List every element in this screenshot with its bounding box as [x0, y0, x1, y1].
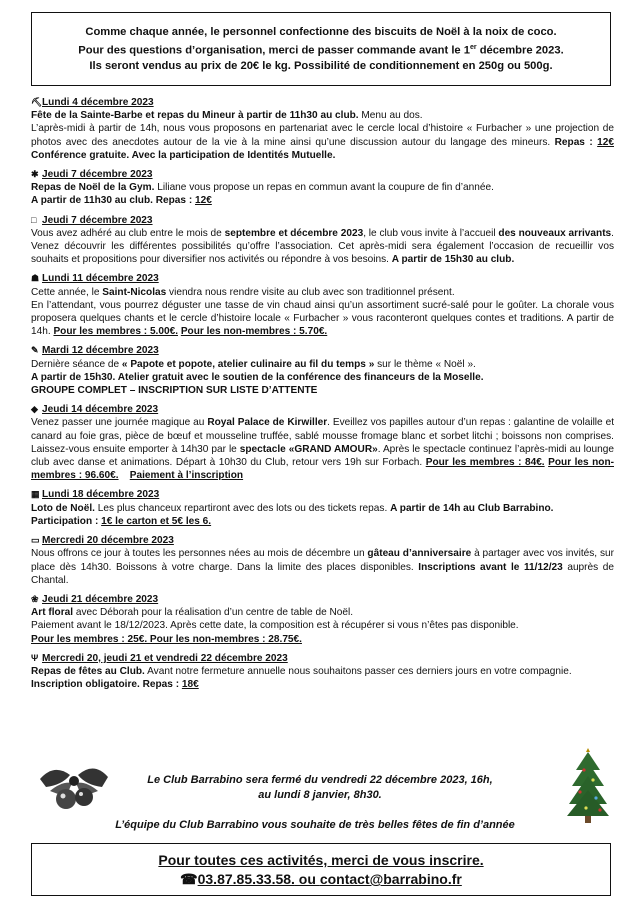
activity-date — [31, 96, 614, 109]
activity-payment-note: Paiement à l’inscription — [129, 470, 244, 482]
activity-text: Nous offrons ce jour à toutes les personnes nées au mois de décembre un — [31, 548, 368, 560]
activity-price: 1€ le carton et 5€ les 6. — [101, 515, 212, 527]
activity-price: 12€ — [597, 136, 614, 148]
activity-price: Pour les membres : 25€. Pour les non-membres : 28.75€. — [31, 633, 302, 645]
activity-description — [31, 227, 614, 267]
lotto-icon: ▦ — [31, 489, 40, 500]
activity-line — [31, 286, 614, 299]
christmas-tree-illustration — [566, 746, 610, 824]
activity-line — [31, 633, 614, 646]
activity-price: 12€ — [194, 195, 212, 207]
activity-line — [31, 606, 614, 619]
activity-text: Cette année, le — [31, 286, 103, 298]
activity-price: 18€ — [181, 679, 199, 691]
activity-date-text: Lundi 4 décembre 2023 — [42, 97, 154, 108]
cutlery-icon: Ψ — [31, 652, 39, 663]
activity-highlight: A partir de 15h30. Atelier gratuit avec le soutien de la conférence des financeurs de la Moselle. — [31, 371, 484, 383]
activity-date — [31, 344, 614, 357]
activity-description — [31, 665, 614, 691]
activity-date — [31, 168, 614, 181]
activity-highlight: A partir de 15h30 au club. — [391, 254, 515, 266]
activity-highlight: Repas : — [554, 136, 598, 148]
header-notice-box — [31, 12, 611, 86]
gym-figure-icon: ✱ — [31, 169, 39, 180]
activity-line — [31, 194, 614, 207]
activity-highlight: Repas de fêtes au Club. — [31, 665, 145, 677]
activity-line — [31, 619, 614, 632]
activity-date-text: Mercredi 20, jeudi 21 et vendredi 22 décembre 2023 — [42, 652, 288, 664]
activity-description — [31, 547, 614, 587]
activity-date-text: Jeudi 14 décembre 2023 — [42, 404, 159, 416]
activity-date — [31, 593, 614, 606]
activity-text: Paiement avant le 18/12/2023. Après cette date, la composition est à récupérer si vous n’êtes pas disponible. — [31, 620, 519, 632]
activity-highlight: Royal Palace de Kirwiller — [207, 417, 328, 429]
activity-highlight: septembre et décembre 2023 — [224, 227, 364, 239]
flower-icon: ❀ — [31, 593, 39, 604]
activity-text: . Venez découvrir les différentes possibilités qu’offre l’association. Cet après-midi sera également l’occasion de recueillir vos souhaits et propositions pour diversifier nos activités ou répondre à vos besoins. — [31, 227, 614, 266]
activity-description — [31, 416, 614, 482]
footer-separator: ou — [294, 871, 320, 887]
activity-line — [31, 109, 614, 122]
activity-text: à partager avec vos invités, sur place dès 14h30. Boissons à votre charge. Dans la limite des places disponibles. — [31, 548, 614, 573]
cake-icon: ▭ — [31, 535, 40, 546]
activity-line — [31, 502, 614, 515]
header-line-2-text: Pour des questions d’organisation, merci de passer commande avant le 1 — [78, 44, 470, 57]
activity-price: Pour les non-membres : 96.60€. — [31, 457, 614, 482]
activity-date-text: Lundi 18 décembre 2023 — [42, 489, 160, 501]
activity-highlight: Inscriptions avant le 11/12/23 — [418, 561, 563, 573]
activity-date — [31, 488, 614, 501]
email-link[interactable]: contact@barrabino.fr — [319, 871, 462, 887]
activity-text: sur le thème « Noël ». — [374, 358, 476, 370]
season-greeting: L’équipe du Club Barrabino vous souhaite de très belles fêtes de fin d’année — [115, 819, 515, 831]
activity-highlight: Art floral — [31, 607, 74, 619]
activity-highlight: « Papote et popote, atelier culinaire au fil du temps » — [121, 358, 375, 370]
activity-line — [31, 371, 614, 384]
activity-price: Pour les non-membres : 5.70€. — [180, 326, 328, 338]
closing-notice — [80, 773, 560, 803]
activity-text: L’après-midi à partir de 14h, nous vous proposons en partenariat avec le cercle local d’histoire « Furbacher » une projection de photos avec des anecdotes autour de la vie à la mine ainsi qu’une discussion autour du langage des mineurs. — [31, 123, 614, 148]
closing-line-1: Le Club Barrabino sera fermé du vendredi 22 décembre 2023, 16h, — [147, 774, 493, 786]
welcome-icon: □ — [31, 214, 37, 225]
activity-text: Vous avez adhéré au club entre le mois de — [31, 227, 225, 239]
cooking-icon: ✎ — [31, 345, 39, 356]
activity-date-text: Jeudi 7 décembre 2023 — [42, 169, 153, 181]
activity-entry — [31, 403, 614, 482]
activity-highlight: des nouveaux arrivants — [498, 227, 612, 239]
activity-text: Venez passer une journée magique au — [31, 417, 208, 429]
activity-price: Pour les membres : 84€. — [425, 457, 545, 469]
activity-date-text: Jeudi 21 décembre 2023 — [42, 593, 159, 605]
closing-line-2: au lundi 8 janvier, 8h30. — [258, 789, 382, 801]
activity-date — [31, 403, 614, 416]
activity-highlight: Conférence gratuite. Avec la participation de Identités Mutuelle. — [31, 149, 336, 161]
activity-highlight: spectacle «GRAND AMOUR» — [239, 443, 378, 455]
activity-entry — [31, 96, 614, 162]
activity-text: Avant notre fermeture annuelle nous souhaitons passer ces derniers jours en votre compagnie. — [144, 665, 572, 677]
activity-highlight: Repas de Noël de la Gym. — [31, 182, 155, 194]
activity-line — [31, 384, 614, 397]
activity-entry — [31, 488, 614, 528]
activity-highlight: gâteau d’anniversaire — [367, 548, 472, 560]
activity-description — [31, 299, 614, 339]
activity-date — [31, 652, 614, 665]
activity-text: . Après le spectacle continuez l’après-midi au lounge club avec danse et animations. Départ à 10h30 du Club, retour vers 19h sur Forbach. — [31, 443, 614, 469]
activity-list — [31, 96, 614, 697]
activity-text: Liliane vous propose un repas en commun avant la coupure de fin d’année. — [154, 182, 494, 194]
activity-entry — [31, 168, 614, 208]
activity-date — [31, 272, 614, 285]
footer-contact-line — [32, 870, 610, 889]
activity-text: auprès de Chantal. — [31, 561, 615, 586]
activity-highlight: Inscription obligatoire. Repas : — [31, 679, 182, 691]
activity-entry — [31, 534, 614, 587]
phone-icon: ☎ — [180, 871, 198, 887]
activity-text: Dernière séance de — [31, 358, 122, 370]
activity-highlight: A partir de 11h30 au club. Repas : — [31, 195, 195, 207]
activity-entry — [31, 652, 614, 692]
activity-text: En l’attendant, vous pourrez déguster une tasse de vin chaud ainsi qu’un assortiment sucré-salé pour le goûter. La chorale vous proposera quelques chants et le cercle d’histoire locale « Furbacher » vous raconteront quelques contes et traditions. A partir de 14h. — [31, 299, 614, 338]
activity-date-text: Lundi 11 décembre 2023 — [42, 273, 159, 285]
activity-description — [31, 122, 614, 162]
activity-line — [31, 515, 614, 528]
activity-entry — [31, 593, 614, 646]
header-line-3: Ils seront vendus au prix de 20€ le kg. Possibilité de conditionnement en 250g ou 500g. — [89, 59, 553, 72]
activity-date-text: Mardi 12 décembre 2023 — [42, 345, 159, 357]
activity-entry — [31, 344, 614, 397]
footer-register-line: Pour toutes ces activités, merci de vous inscrire. — [158, 852, 484, 868]
activity-date-text: Mercredi 20 décembre 2023 — [42, 535, 174, 547]
header-line-1: Comme chaque année, le personnel confectionne des biscuits de Noël à la noix de coco. — [85, 26, 557, 38]
activity-entry — [31, 214, 614, 267]
activity-highlight: Fête de la Sainte-Barbe et repas du Mineur à partir de 11h30 au club. — [31, 110, 359, 122]
activity-text: , le club vous invite à l’accueil — [363, 227, 499, 239]
activity-text: Menu au dos. — [358, 110, 423, 122]
activity-price: Pour les membres : 5.00€. — [53, 326, 179, 338]
activity-highlight: Loto de Noël. — [31, 502, 95, 514]
pickaxe-icon: ⛏ — [31, 97, 43, 107]
activity-entry — [31, 272, 614, 338]
activity-text: Les plus chanceux repartiront avec des lots ou des tickets repas. — [94, 502, 391, 514]
activity-text: avec Déborah pour la réalisation d’un centre de table de Noël. — [73, 607, 354, 619]
activity-line — [31, 181, 614, 194]
header-superscript: er — [469, 44, 477, 51]
phone-number-link[interactable]: 03.87.85.33.58. — [197, 871, 295, 887]
activity-highlight: Saint-Nicolas — [102, 286, 167, 298]
drop-icon: ◆ — [31, 404, 38, 415]
activity-line — [31, 358, 614, 371]
footer-contact-box — [31, 843, 611, 896]
header-line-2 — [32, 40, 610, 59]
activity-text: viendra nous rendre visite au club avec son traditionnel présent. — [166, 286, 455, 298]
saint-nicolas-icon: ☗ — [31, 273, 40, 284]
activity-highlight: Participation : — [31, 515, 102, 527]
activity-date-text: Jeudi 7 décembre 2023 — [42, 214, 153, 226]
activity-highlight: A partir de 14h au Club Barrabino. — [390, 502, 554, 514]
activity-date — [31, 214, 614, 227]
activity-highlight: GROUPE COMPLET – INSCRIPTION SUR LISTE D’ATTENTE — [31, 385, 318, 397]
activity-text: . Eveillez vos papilles autour d’un repas : galantine de volaille et canard au foie gras, pièce de bœuf et mousseline truffée, sablé mousse fromage blanc et sorbet litchi ; boissons non comprises. Laissez-vous ensuite emporter à 14h30 par le — [31, 417, 615, 455]
header-line-2-end: décembre 2023. — [476, 44, 564, 57]
activity-date — [31, 534, 614, 547]
